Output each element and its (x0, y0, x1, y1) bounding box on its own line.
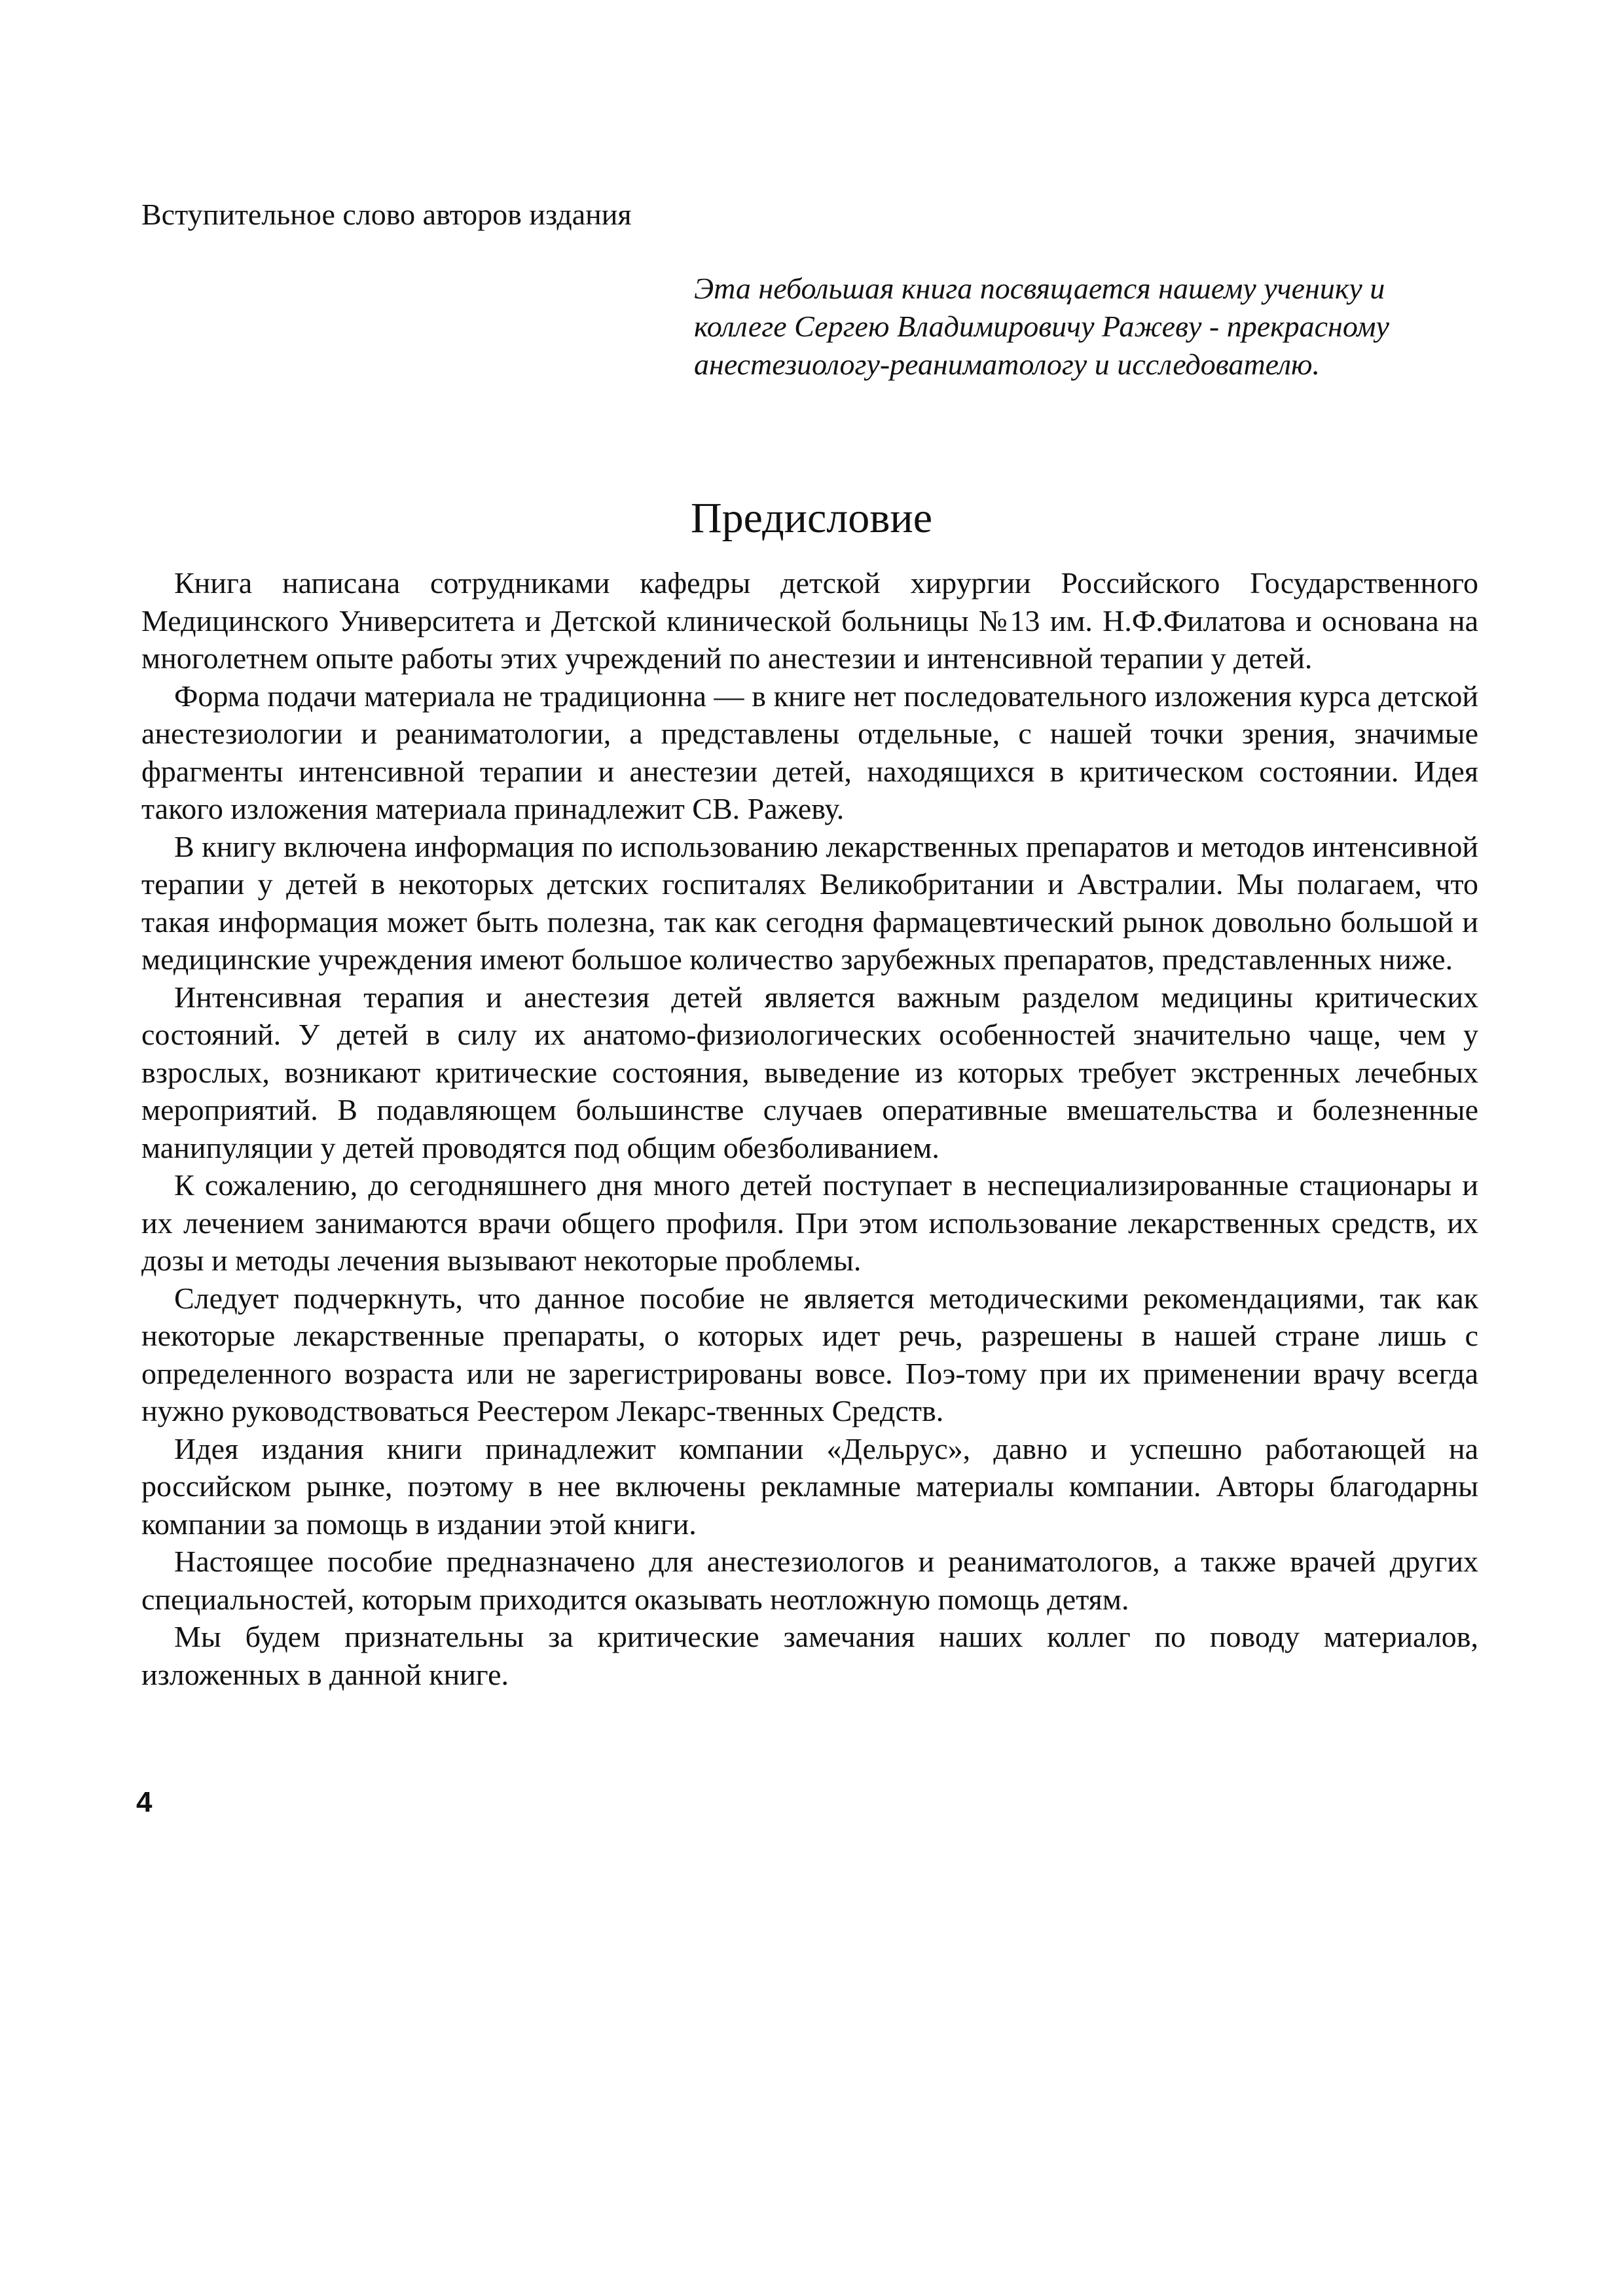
paragraph: Настоящее пособие предназначено для анестезиологов и реаниматологов, а также врачей других специальностей, которым приходится оказывать неотложную помощь детям. (141, 1545, 1478, 1616)
paragraph: Следует подчеркнуть, что данное пособие не является методическими рекомендациями, так как некоторые лекарственные препараты, о которых идет речь, разрешены в нашей стране лишь с определенного возраста или не зарегистрированы вовсе. Поэ-тому при их применении врачу всегда нужно руководствоваться Реестером Лекарс-твенных Средств. (141, 1281, 1478, 1427)
dedication-epigraph (694, 270, 1506, 384)
paragraph: К сожалению, до сегодняшнего дня много детей поступает в неспециализированные стационары и их лечением занимаются врачи общего профиля. При этом использование лекарственных средств, их дозы и методы лечения вызывают некоторые проблемы. (141, 1168, 1478, 1277)
page-number: 4 (136, 1786, 153, 1818)
paragraph: Книга написана сотрудниками кафедры детской хирургии Российского Государственного Медицинского Университета и Детской клинической больницы №13 им. Н.Ф.Филатова и основана на многолетнем опыте работы этих учреждений по анестезии и интенсивной терапии у детей. (141, 566, 1478, 675)
page-title: Предисловие (691, 494, 932, 542)
dedication-line: анестезиологу-реаниматологу и исследователю. (694, 348, 1320, 381)
paragraph: Интенсивная терапия и анестезия детей является важным разделом медицины критических состояний. У детей в силу их анатомо-физиологических особенностей значительно чаще, чем у взрослых, возникают критические состояния, выведение из которых требует экстренных лечебных мероприятий. В подавляющем большинстве случаев оперативные вмешательства и болезненные манипуляции у детей проводятся под общим обезболиванием. (141, 980, 1478, 1164)
paragraph: В книгу включена информация по использованию лекарственных препаратов и методов интенсивной терапии у детей в некоторых детских госпиталях Великобритании и Австралии. Мы полагаем, что такая информация может быть полезна, так как сегодня фармацевтический рынок довольно большой и медицинские учреждения имеют большое количество зарубежных препаратов, представленных ниже. (141, 829, 1478, 976)
dedication-line: коллеге Сергею Владимировичу Ражеву - прекрасному (694, 310, 1389, 343)
intro-label: Вступительное слово авторов издания (141, 198, 632, 231)
preface-body (141, 564, 1478, 1693)
dedication-line: Эта небольшая книга посвящается нашему ученику и (694, 272, 1385, 305)
paragraph: Мы будем признательны за критические замечания наших коллег по поводу материалов, изложенных в данной книге. (141, 1620, 1478, 1691)
paragraph: Форма подачи материала не традиционна — в книге нет последовательного изложения курса детской анестезиологии и реаниматологии, а представлены отдельные, с нашей точки зрения, значимые фрагменты интенсивной терапии и анестезии детей, находящихся в критическом состоянии. Идея такого изложения материала принадлежит СВ. Ражеву. (141, 679, 1478, 825)
paragraph: Идея издания книги принадлежит компании «Дельрус», давно и успешно работающей на российском рынке, поэтому в нее включены рекламные материалы компании. Авторы благодарны компании за помощь в издании этой книги. (141, 1431, 1478, 1541)
